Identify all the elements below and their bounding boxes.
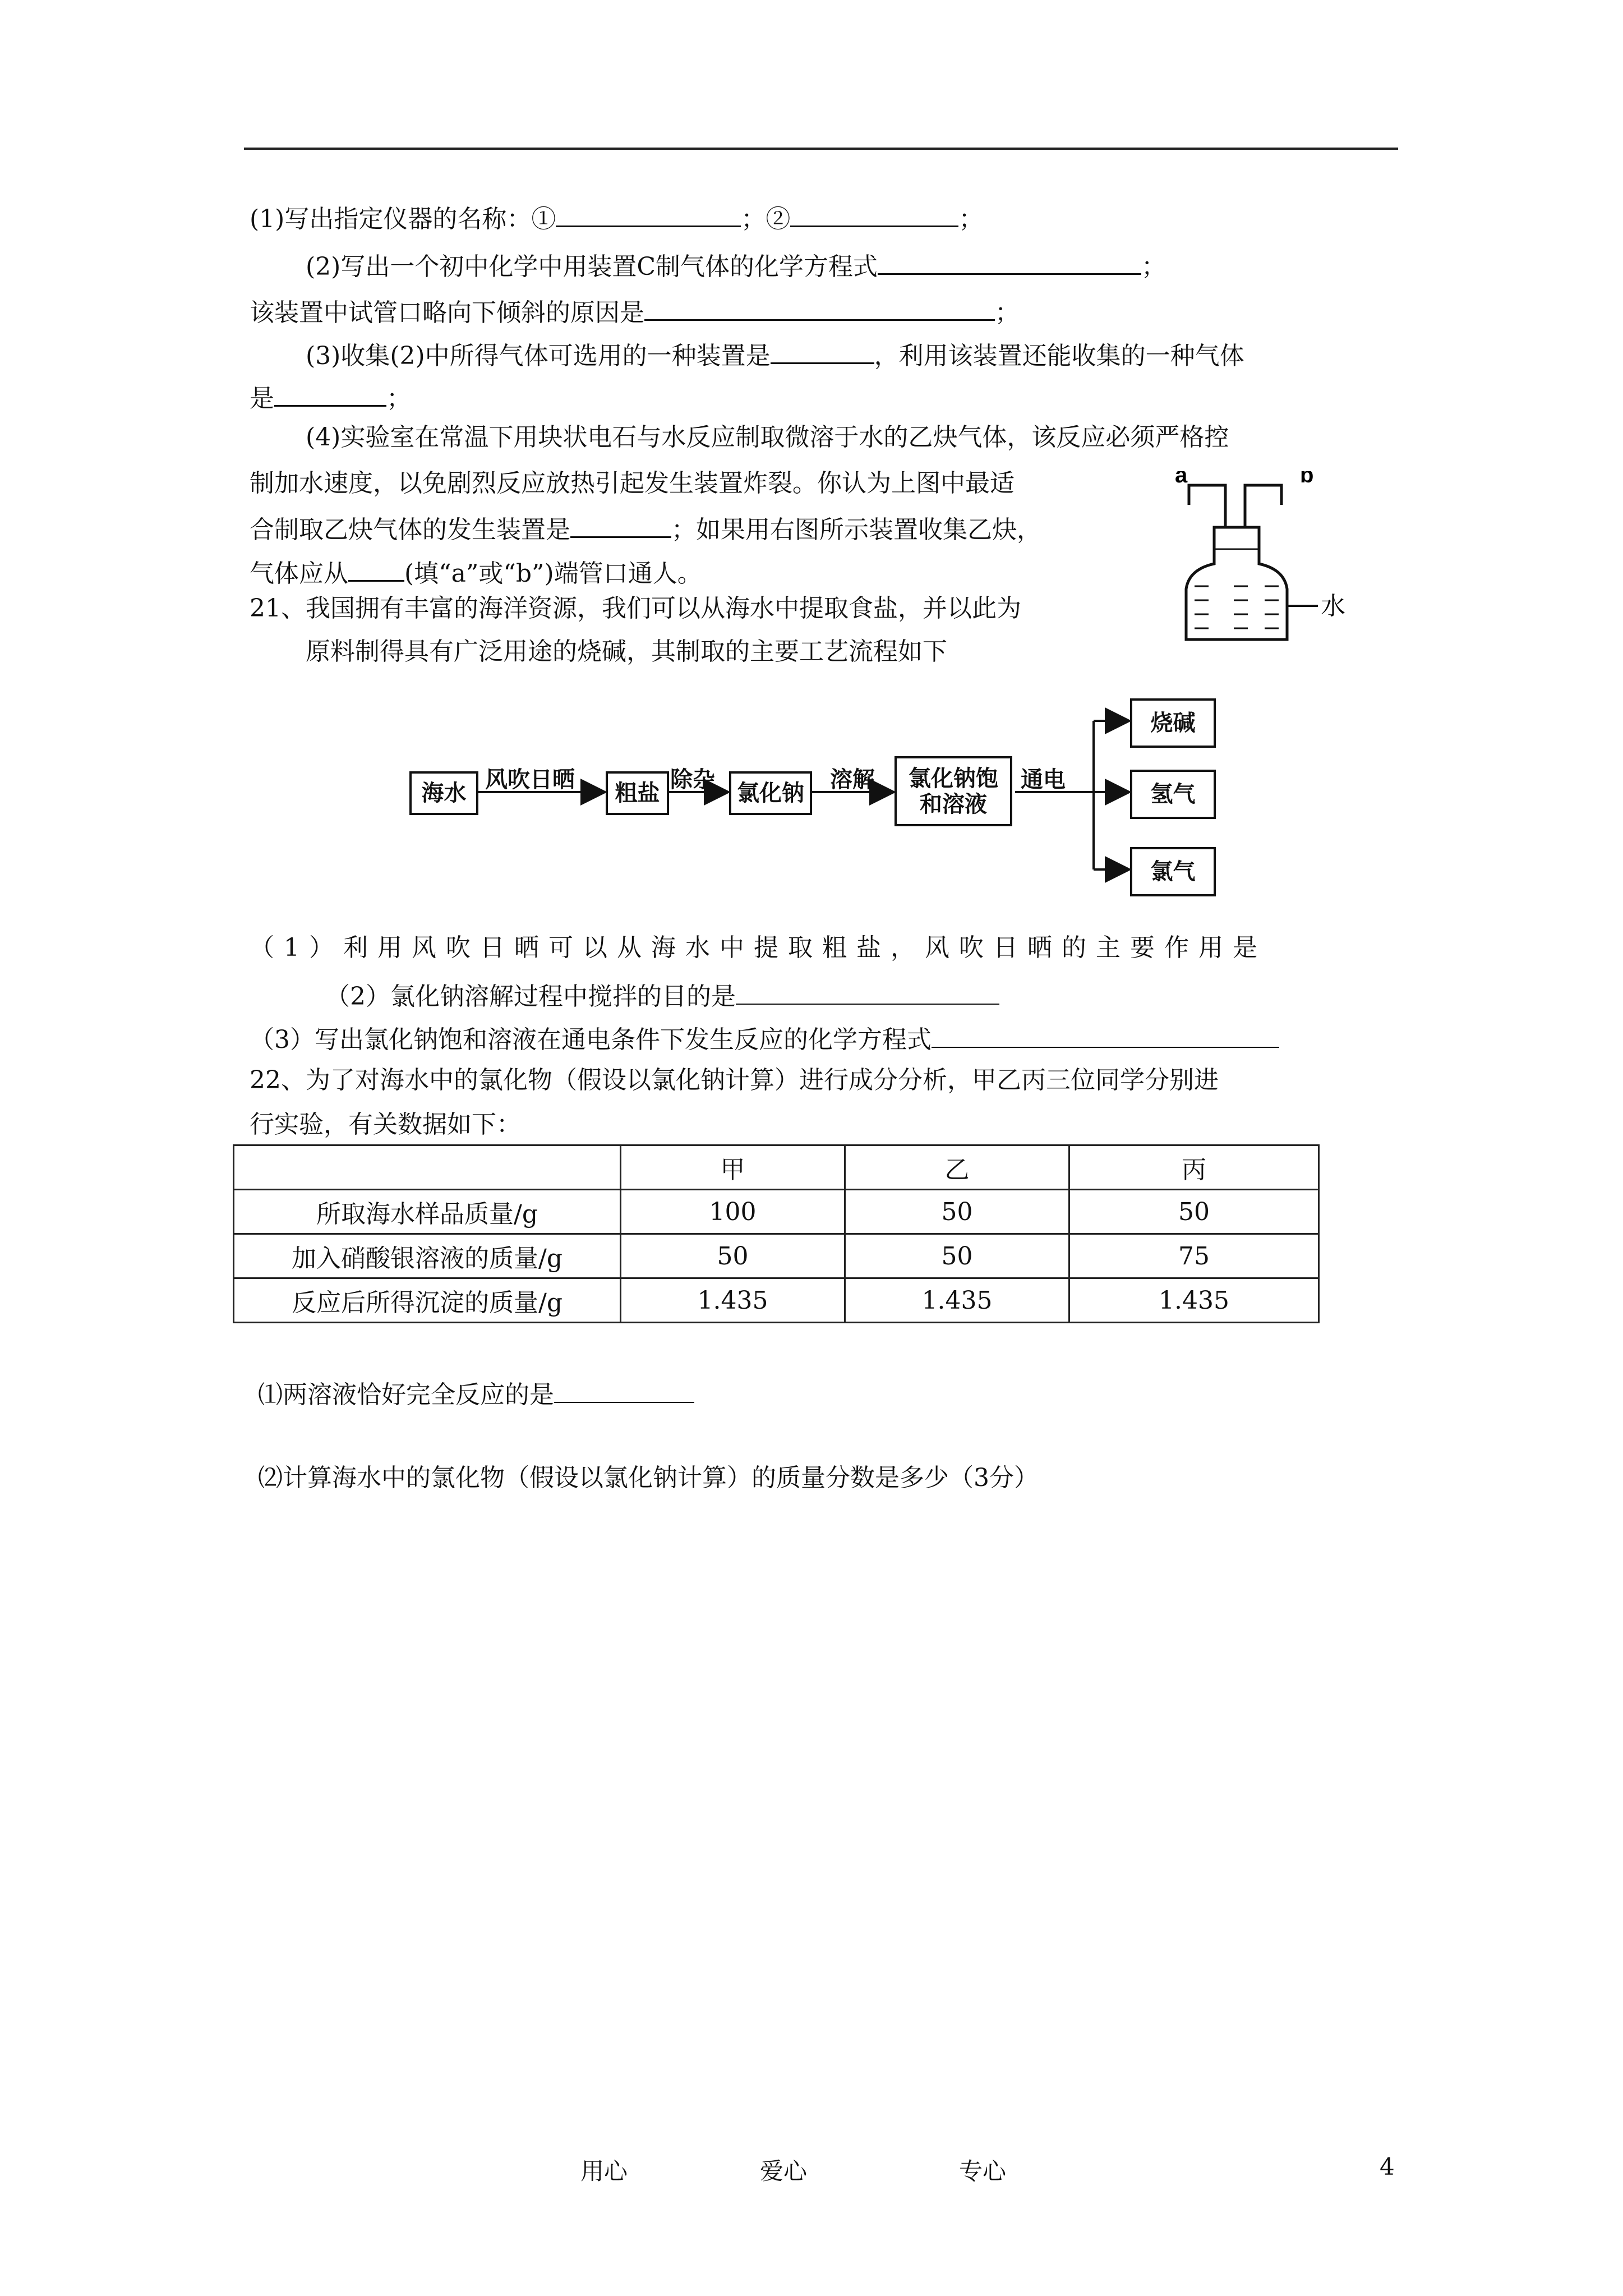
question-4-line-d bbox=[250, 555, 702, 591]
answer-blank[interactable] bbox=[736, 979, 999, 1005]
table-cell: 1.435 bbox=[621, 1278, 845, 1323]
q2-text: (2)写出一个初中化学中用装置C制气体的化学方程式 bbox=[306, 252, 878, 281]
question-4-line-c bbox=[250, 512, 1041, 547]
flow-box-hydrogen: 氢气 bbox=[1130, 770, 1216, 819]
table-cell: 50 bbox=[1069, 1190, 1319, 1234]
label-water: 水 bbox=[1321, 592, 1345, 620]
page-number: 4 bbox=[1380, 2153, 1395, 2180]
table-row bbox=[234, 1278, 1319, 1323]
question-4-line-b: 制加水速度，以免剧烈反应放热引起发生装置炸裂。你认为上图中最适 bbox=[250, 469, 1015, 498]
question-21-line-a: 21、我国拥有丰富的海洋资源，我们可以从海水中提取食盐，并以此为 bbox=[250, 594, 1021, 623]
question-4-line-a: (4)实验室在常温下用块状电石与水反应制取微溶于水的乙炔气体，该反应必须严格控 bbox=[306, 423, 1229, 452]
answer-blank[interactable] bbox=[556, 201, 741, 227]
question-21-line-b: 原料制得具有广泛用途的烧碱，其制取的主要工艺流程如下 bbox=[306, 637, 947, 666]
answer-blank[interactable] bbox=[274, 380, 386, 407]
q3-text: (3)收集(2)中所得气体可选用的一种装置是 bbox=[306, 342, 771, 370]
table-row bbox=[234, 1234, 1319, 1278]
q1-text-3: ； bbox=[958, 205, 984, 233]
answer-blank[interactable] bbox=[554, 1377, 694, 1403]
q3-text-2: ，利用该装置还能收集的一种气体 bbox=[874, 342, 1244, 370]
footer-left: 用心 bbox=[580, 2157, 628, 2185]
flow-arrows-svg bbox=[404, 696, 1223, 898]
table-cell: 75 bbox=[1069, 1234, 1319, 1278]
table-cell: 1.435 bbox=[1069, 1278, 1319, 1323]
table-header-cell bbox=[234, 1145, 621, 1190]
table-header-cell: 丙 bbox=[1069, 1145, 1319, 1190]
header-rule bbox=[244, 148, 1398, 150]
data-table bbox=[233, 1144, 1320, 1323]
label-a: a bbox=[1175, 471, 1188, 487]
footer-right: 专心 bbox=[959, 2157, 1007, 2185]
flow-box-saturated-solution: 氯化钠饱和溶液 bbox=[895, 756, 1012, 826]
table-cell: 1.435 bbox=[845, 1278, 1069, 1323]
table-cell: 50 bbox=[845, 1190, 1069, 1234]
gas-bottle-diagram bbox=[1150, 471, 1363, 651]
flow-label-sun: 风吹日晒 bbox=[485, 766, 575, 793]
flow-label-electrolysis: 通电 bbox=[1021, 766, 1066, 793]
q3b-text: 是 bbox=[250, 384, 274, 413]
q22-part2-line: ⑵计算海水中的氯化物（假设以氯化钠计算）的质量分数是多少（3分） bbox=[258, 1464, 1039, 1492]
q21-sub2-line bbox=[325, 979, 999, 1014]
table-cell: 反应后所得沉淀的质量/g bbox=[234, 1278, 621, 1323]
footer-mid: 爱心 bbox=[760, 2157, 808, 2185]
q3b-text-end: ； bbox=[386, 384, 411, 413]
table-cell: 加入硝酸银溶液的质量/g bbox=[234, 1234, 621, 1278]
table-header-row bbox=[234, 1145, 1319, 1190]
q22-part1-line bbox=[258, 1377, 694, 1412]
question-22-line-a: 22、为了对海水中的氯化物（假设以氯化钠计算）进行成分分析，甲乙丙三位同学分别进 bbox=[250, 1066, 1219, 1094]
question-2-line-b bbox=[250, 295, 1020, 330]
question-22-line-b: 行实验，有关数据如下： bbox=[250, 1110, 521, 1139]
answer-blank[interactable] bbox=[790, 201, 958, 227]
q2-text-end: ； bbox=[1141, 252, 1166, 281]
flow-label-purify: 除杂 bbox=[670, 766, 715, 793]
table-cell: 100 bbox=[621, 1190, 845, 1234]
table-header-cell: 甲 bbox=[621, 1145, 845, 1190]
table-row bbox=[234, 1190, 1319, 1234]
q1-text-2: ；② bbox=[741, 205, 791, 233]
q4c-text: 合制取乙炔气体的发生装置是 bbox=[250, 516, 570, 544]
answer-blank[interactable] bbox=[644, 295, 995, 321]
table-header-cell: 乙 bbox=[845, 1145, 1069, 1190]
answer-blank[interactable] bbox=[771, 338, 874, 364]
answer-blank[interactable] bbox=[878, 249, 1141, 275]
flow-label-dissolve: 溶解 bbox=[830, 766, 875, 793]
question-3-line-a bbox=[306, 338, 1244, 373]
q21-sub3-text: （3）写出氯化钠饱和溶液在通电条件下发生反应的化学方程式 bbox=[250, 1025, 932, 1054]
label-b: b bbox=[1300, 471, 1314, 487]
table-cell: 50 bbox=[621, 1234, 845, 1278]
q2b-text: 该装置中试管口略向下倾斜的原因是 bbox=[250, 298, 644, 327]
q22-part1-text: ⑴两溶液恰好完全反应的是 bbox=[258, 1381, 554, 1409]
flow-box-crude-salt: 粗盐 bbox=[606, 771, 669, 815]
q21-sub3-line bbox=[250, 1022, 1279, 1057]
q4c-text-2: ；如果用右图所示装置收集乙炔， bbox=[671, 516, 1041, 544]
q4d-text: 气体应从 bbox=[250, 559, 348, 588]
answer-blank[interactable] bbox=[348, 555, 404, 582]
table-cell: 所取海水样品质量/g bbox=[234, 1190, 621, 1234]
flow-box-chlorine: 氯气 bbox=[1130, 847, 1216, 896]
table-cell: 50 bbox=[845, 1234, 1069, 1278]
q2b-text-end: ； bbox=[995, 298, 1020, 327]
flow-box-seawater: 海水 bbox=[409, 771, 478, 815]
question-2-line-a bbox=[306, 249, 1166, 284]
answer-blank[interactable] bbox=[570, 512, 671, 538]
question-3-line-b bbox=[250, 380, 411, 416]
question-1-line bbox=[250, 201, 983, 236]
q21-sub1: （1）利用风吹日晒可以从海水中提取粗盐，风吹日晒的主要作用是 bbox=[250, 933, 1267, 962]
q21-sub2-text: （2）氯化钠溶解过程中搅拌的目的是 bbox=[325, 982, 736, 1011]
q1-text: (1)写出指定仪器的名称：① bbox=[250, 205, 556, 233]
process-flowchart bbox=[404, 696, 1223, 898]
q4d-text-2: (填“a”或“b”)端管口通人。 bbox=[404, 559, 702, 588]
answer-blank[interactable] bbox=[932, 1022, 1279, 1048]
gas-bottle-svg bbox=[1150, 471, 1363, 651]
flow-box-caustic-soda: 烧碱 bbox=[1130, 698, 1216, 748]
flow-box-nacl: 氯化钠 bbox=[729, 771, 812, 815]
